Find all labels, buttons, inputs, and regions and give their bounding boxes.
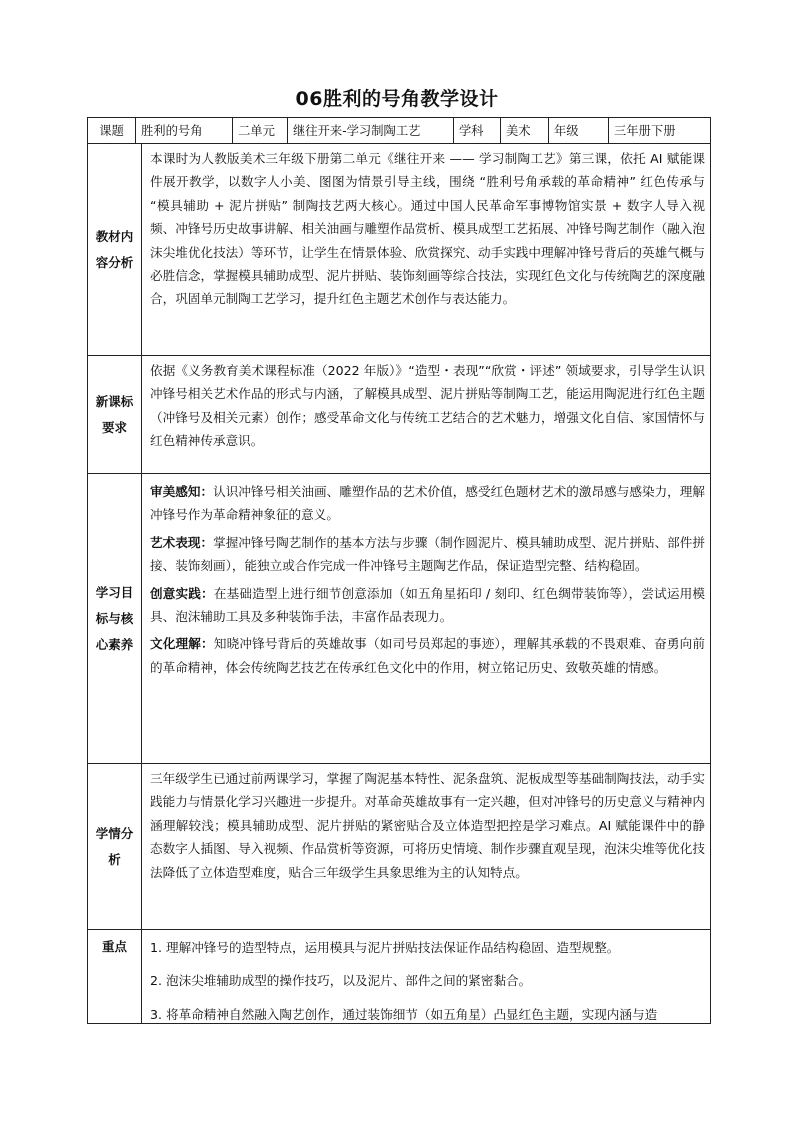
subject-label: 学科: [453, 118, 500, 143]
key-point-item: 3. 将革命精神自然融入陶艺创作，通过装饰细节（如五角星）凸显红色主题，实现内涵与造: [150, 1006, 658, 1022]
header-row: [87, 117, 711, 144]
key-points-label: 重点: [101, 939, 127, 954]
goal-item: [150, 632, 705, 679]
grade-label: 年级: [548, 118, 608, 143]
subject-value: 美术: [500, 118, 548, 143]
curriculum-standard-content: [141, 356, 710, 473]
goal-title: 审美感知：: [150, 484, 214, 499]
goal-item: [150, 582, 705, 629]
topic-value: 胜利的号角: [135, 118, 232, 143]
key-points-row: [87, 930, 711, 1024]
learning-goals-row: [87, 474, 711, 764]
curriculum-standard-label: 新课标要求: [95, 393, 134, 435]
key-point-item: 2. 泡沫尖堆辅助成型的操作技巧，以及泥片、部件之间的紧密黏合。: [150, 973, 532, 989]
learning-goals-label: 学习目标与核心素养: [95, 584, 134, 652]
goal-text: 知晓冲锋号背后的英雄故事（如司号员郑起的事迹），理解其承载的不畏艰难、奋勇向前的革命精神，体会传统陶艺技艺在传承红色文化中的作用，树立铭记历史、致敬英雄的情感。: [150, 636, 706, 675]
material-analysis-text: 本课时为人教版美术三年级下册第二单元《继往开来 —— 学习制陶工艺》第三课，依托 AI 赋能课件展开教学，以数字人小美、图图为情景引导主线，围绕 “胜利号角承载的革命精神” 红色传承与 “模具辅助 + 泥片拼贴” 制陶技艺两大核心。通过中国人民革命军事博物馆实景 + 数字人导入视频、冲锋号历史故事讲解、相关油画与雕塑作品赏析、模具成型工艺拓展、冲锋号陶艺制作（融入泡沫尖堆优化技法）等环节，让学生在情景体验、欣赏探究、动手实践中理解冲锋号背后的英雄气概与必胜信念，掌握模具辅助成型、泥片拼贴、装饰刻画等综合技法，实现红色文化与传统陶艺的深度融合，巩固单元制陶工艺学习，提升红色主题艺术创作与表达能力。: [150, 151, 705, 307]
goal-text: 在基础造型上进行细节创意添加（如五角星拓印 / 刻印、红色绸带装饰等），尝试运用模具、泡沫辅助工具及多种装饰手法，丰富作品表现力。: [150, 585, 706, 625]
goal-item: [150, 480, 705, 527]
goal-text: 认识冲锋号相关油画、雕塑作品的艺术价值，感受红色题材艺术的激昂感与感染力，理解冲锋号作为革命精神象征的意义。: [150, 484, 706, 523]
curriculum-standard-row: [87, 356, 711, 474]
learner-analysis-text: 三年级学生已通过前两课学习，掌握了陶泥基本特性、泥条盘筑、泥板成型等基础制陶技法，动手实践能力与情景化学习兴趣进一步提升。对革命英雄故事有一定兴趣，但对冲锋号的历史意义与精神内涵理解较浅；模具辅助成型、泥片拼贴的紧密贴合及立体造型把控是学习难点。AI 赋能课件中的静态数字人插图、导入视频、作品赏析等资源，可将历史情境、制作步骤直观呈现，泡沫尖堆等优化技法降低了立体造型难度，贴合三年级学生具象思维为主的认知特点。: [150, 771, 705, 880]
material-analysis-row: [87, 144, 711, 356]
goal-title: 创意实践：: [150, 585, 214, 601]
unit-value: 继往开来-学习制陶工艺: [287, 118, 453, 143]
document-title: 06胜利的号角教学设计: [295, 88, 499, 110]
material-analysis-label: 教材内容分析: [95, 228, 134, 270]
goal-item: [150, 531, 705, 578]
goal-title: 文化理解：: [150, 636, 214, 652]
goal-text: 掌握冲锋号陶艺制作的基本方法与步骤（制作圆泥片、模具辅助成型、泥片拼贴、部件拼接、装饰刻画），能独立或合作完成一件冲锋号主题陶艺作品，保证造型完整、结构稳固。: [150, 534, 706, 574]
lesson-plan-table: [87, 117, 711, 1024]
learning-goals-content: [141, 474, 710, 763]
topic-label: 课题: [99, 124, 124, 138]
key-points-content: [141, 930, 710, 1023]
curriculum-standard-text: 依据《义务教育美术课程标准（2022 年版）》“造型・表现”“欣赏・评述” 领域要求，引导学生认识冲锋号相关艺术作品的形式与内涵，了解模具成型、泥片拼贴等制陶工艺，能运用陶泥进行红色主题（冲锋号及相关元素）创作；感受革命文化与传统工艺结合的艺术魅力，增强文化自信、家国情怀与红色精神传承意识。: [150, 363, 705, 449]
material-analysis-content: [141, 144, 710, 355]
key-point-item: 1. 理解冲锋号的造型特点，运用模具与泥片拼贴技法保证作品结构稳固、造型规整。: [150, 940, 620, 955]
goal-title: 艺术表现：: [150, 534, 214, 550]
grade-value: 三年册下册: [608, 118, 710, 143]
unit-label: 二单元: [232, 118, 287, 143]
learner-analysis-row: [87, 764, 711, 930]
learner-analysis-content: [141, 764, 710, 929]
learner-analysis-label: 学情分析: [95, 825, 134, 867]
